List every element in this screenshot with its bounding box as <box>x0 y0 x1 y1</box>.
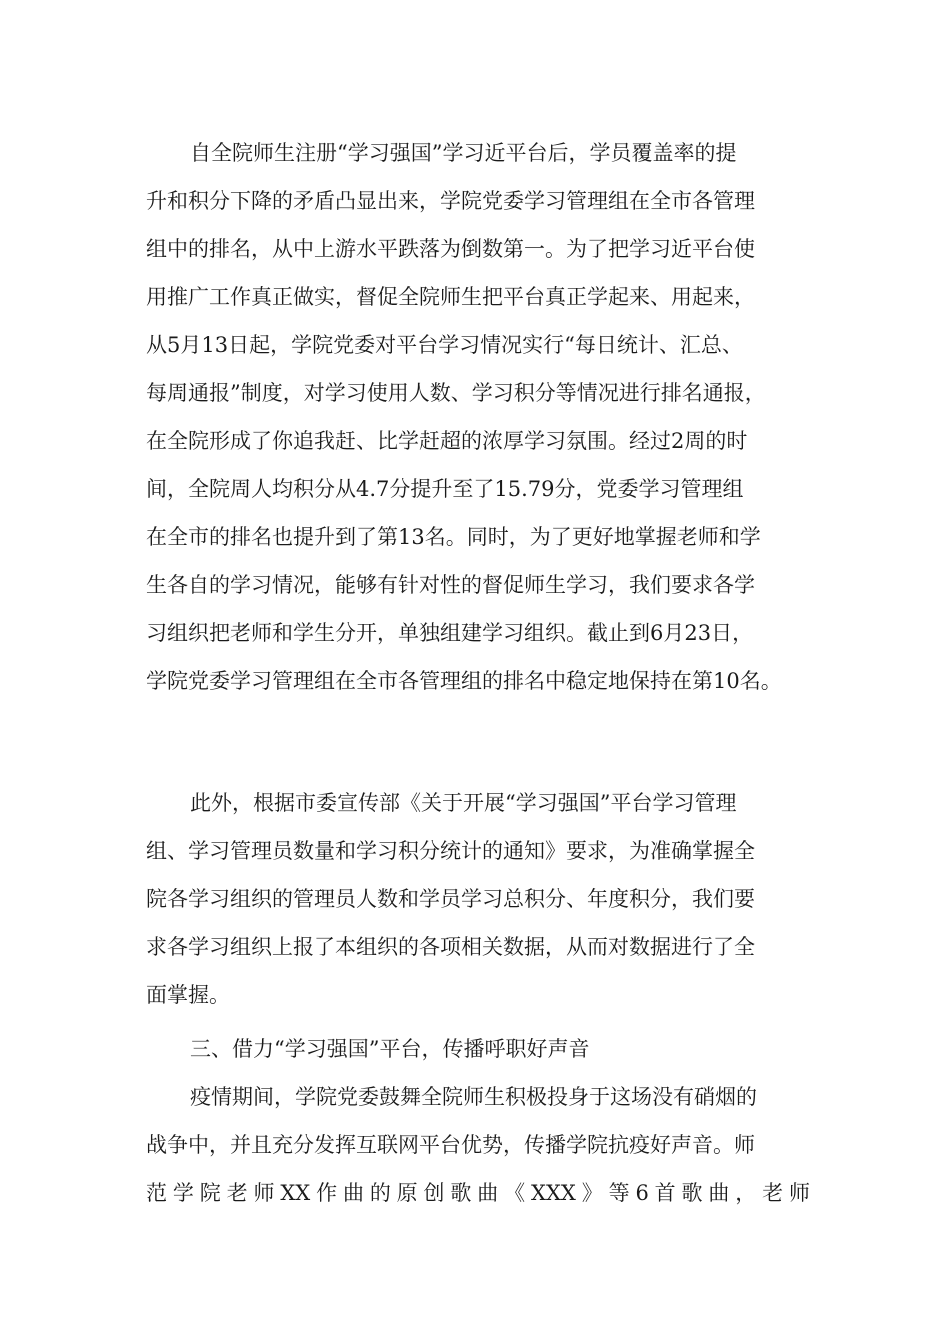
paragraph-2-line-2: 组、学习管理员数量和学习积分统计的通知》要求，为准确掌握全 <box>146 839 755 863</box>
paragraph-3-line-3: 范学院老师XX作曲的原创歌曲《XXX》等6首歌曲，老师 <box>146 1181 810 1205</box>
paragraph-1-line-8: 间，全院周人均积分从4.7分提升至了15.79分，党委学习管理组 <box>146 477 744 501</box>
paragraph-1-line-2: 升和积分下降的矛盾凸显出来，学院党委学习管理组在全市各管理 <box>146 189 755 213</box>
paragraph-3-line-2: 战争中，并且充分发挥互联网平台优势，传播学院抗疫好声音。师 <box>146 1133 755 1157</box>
paragraph-1-line-3: 组中的排名，从中上游水平跌落为倒数第一。为了把学习近平台使 <box>146 237 755 261</box>
paragraph-2-line-4: 求各学习组织上报了本组织的各项相关数据，从而对数据进行了全 <box>146 935 755 959</box>
paragraph-1-line-5: 从5月13日起，学院党委对平台学习情况实行“每日统计、汇总、 <box>146 333 743 357</box>
paragraph-2-line-3: 院各学习组织的管理员人数和学员学习总积分、年度积分，我们要 <box>146 887 755 911</box>
section-heading-3: 三、借力“学习强国”平台，传播呼职好声音 <box>190 1037 590 1061</box>
paragraph-1-line-12: 学院党委学习管理组在全市各管理组的排名中稳定地保持在第10名。 <box>146 669 782 693</box>
paragraph-2-line-5: 面掌握。 <box>146 983 230 1007</box>
paragraph-1-line-1: 自全院师生注册“学习强国”学习近平台后，学员覆盖率的提 <box>190 141 737 165</box>
paragraph-1-line-7: 在全院形成了你追我赶、比学赶超的浓厚学习氛围。经过2周的时 <box>146 429 748 453</box>
paragraph-1-line-9: 在全市的排名也提升到了第13名。同时，为了更好地掌握老师和学 <box>146 525 761 549</box>
paragraph-1-line-10: 生各自的学习情况，能够有针对性的督促师生学习，我们要求各学 <box>146 573 755 597</box>
paragraph-1-line-6: 每周通报”制度，对学习使用人数、学习积分等情况进行排名通报， <box>146 381 766 405</box>
paragraph-3-line-1: 疫情期间，学院党委鼓舞全院师生积极投身于这场没有硝烟的 <box>190 1085 757 1109</box>
paragraph-1-line-11: 习组织把老师和学生分开，单独组建学习组织。截止到6月23日， <box>146 621 754 645</box>
paragraph-2-line-1: 此外，根据市委宣传部《关于开展“学习强国”平台学习管理 <box>190 791 737 815</box>
paragraph-1-line-4: 用推广工作真正做实，督促全院师生把平台真正学起来、用起来， <box>146 285 755 309</box>
